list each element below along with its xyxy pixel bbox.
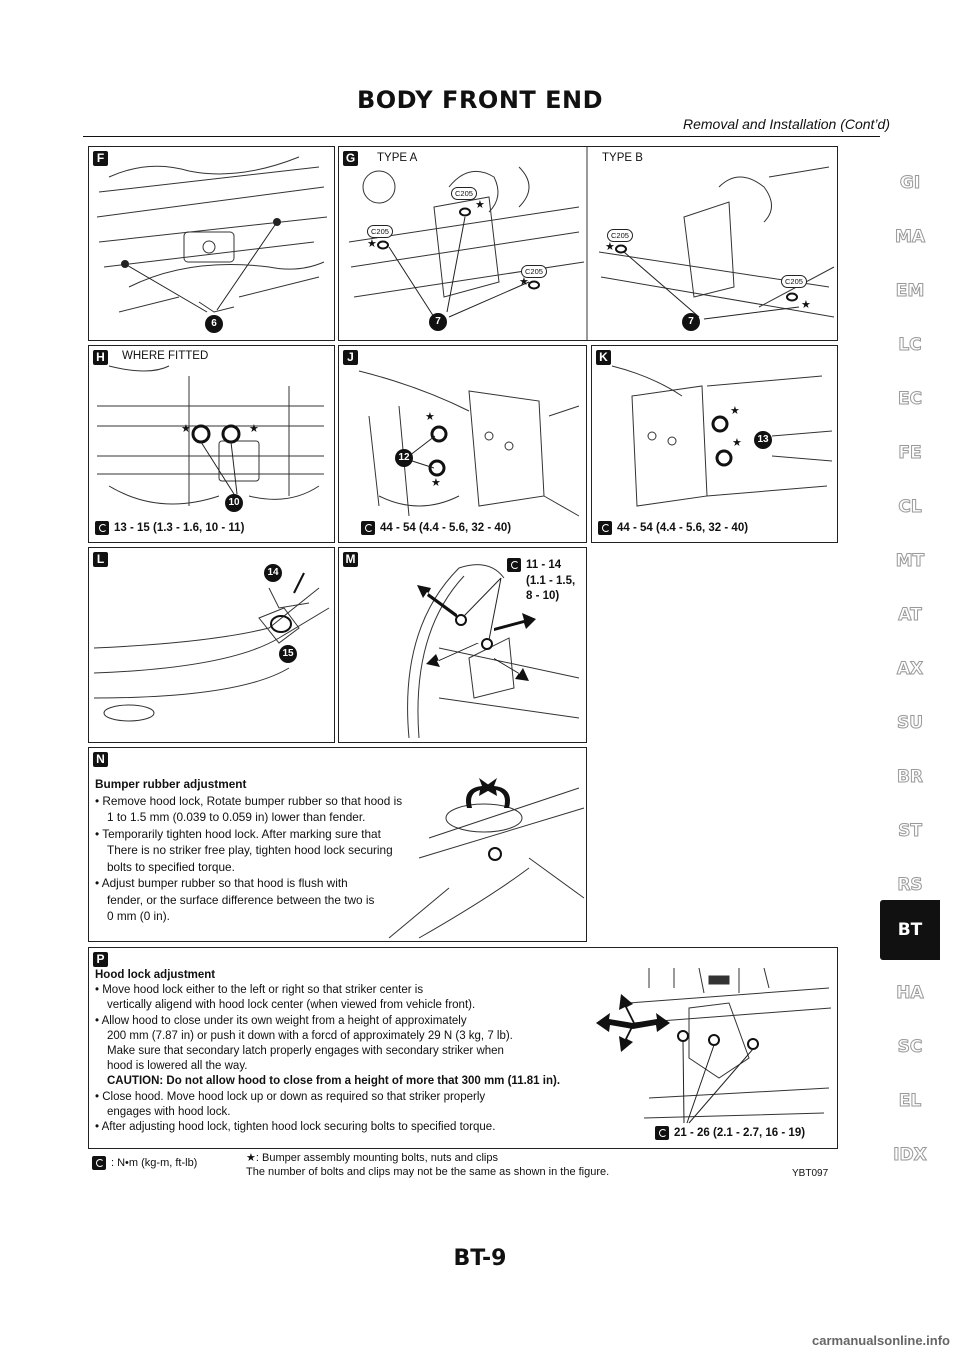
star-mark: ★: [605, 241, 615, 253]
instruction-line: 200 mm (7.87 in) or push it down with a forcd of approximately 29 N (3 kg, 7 lb).: [107, 1029, 513, 1042]
callout-7: 7: [682, 313, 700, 331]
panel-l-drawing: [89, 548, 335, 743]
instruction-line: engages with hood lock.: [107, 1105, 231, 1118]
where-fitted-label: WHERE FITTED: [122, 350, 209, 362]
instruction-line: 0 mm (0 in).: [107, 909, 170, 923]
page-subtitle: Removal and Installation (Cont’d): [683, 116, 890, 132]
page-title: BODY FRONT END: [356, 86, 604, 114]
caution-line: CAUTION: Do not allow hood to close from a height of more that 300 mm (11.81 in).: [107, 1075, 561, 1088]
instruction-line: hood is lowered all the way.: [107, 1060, 248, 1073]
star-note-2: The number of bolts and clips may not be the same as shown in the figure.: [246, 1166, 610, 1178]
instruction-line: • Allow hood to close under its own weight from a height of approximately: [95, 1014, 467, 1027]
panel-g-drawing: [339, 147, 838, 341]
star-mark: ★: [367, 238, 377, 250]
callout-14: 14: [264, 564, 282, 582]
panel-f: [88, 146, 335, 341]
torque-spec: 44 - 54 (4.4 - 5.6, 32 - 40): [361, 521, 511, 535]
panel-g-letter: G: [343, 151, 358, 166]
instruction-line: • Adjust bumper rubber so that hood is flush with: [95, 876, 348, 890]
instruction-line: • After adjusting hood lock, tighten hood lock securing bolts to specified torque.: [95, 1121, 496, 1134]
instruction-line: • Temporarily tighten hood lock. After marking sure that: [95, 826, 381, 841]
torque-wrench-icon: [95, 521, 109, 535]
panel-k-drawing: [592, 346, 838, 543]
instruction-line: There is no striker free play, tighten hood lock securing: [107, 843, 393, 857]
torque-spec: 44 - 54 (4.4 - 5.6, 32 - 40): [598, 521, 748, 535]
section-tab-cl[interactable]: CL: [898, 497, 922, 517]
section-tab-em[interactable]: EM: [895, 281, 925, 301]
section-tab-el[interactable]: EL: [898, 1091, 922, 1111]
star-note: : Bumper assembly mounting bolts, nuts and clips: [255, 1152, 498, 1164]
torque-spec: 21 - 26 (2.1 - 2.7, 16 - 19): [655, 1126, 805, 1140]
panel-m-letter: M: [343, 552, 358, 567]
section-tab-st[interactable]: ST: [898, 821, 922, 841]
torque-spec-ftlb: 8 - 10): [526, 590, 560, 602]
page-number: BT-9: [453, 1246, 507, 1271]
section-tab-br[interactable]: BR: [896, 767, 924, 787]
clip-label: C205: [367, 225, 393, 238]
instruction-line: bolts to specified torque.: [107, 859, 235, 874]
panel-m: [338, 547, 587, 743]
section-tab-gi[interactable]: GI: [899, 173, 921, 193]
panel-k-letter: K: [596, 350, 611, 365]
section-tab-sc[interactable]: SC: [897, 1037, 923, 1057]
instruction-title: Hood lock adjustment: [95, 969, 216, 981]
callout-15: 15: [279, 645, 297, 663]
panel-j-drawing: [339, 346, 587, 543]
clip-label: C205: [521, 265, 547, 278]
clip-label: C205: [607, 229, 633, 242]
units-legend: [92, 1156, 197, 1170]
instruction-title: Bumper rubber adjustment: [95, 777, 247, 791]
section-tab-ec[interactable]: EC: [897, 389, 923, 409]
units-text: : N•m (kg-m, ft-lb): [111, 1157, 198, 1169]
watermark[interactable]: carmanualsonline.info: [812, 1333, 950, 1348]
torque-wrench-icon: [92, 1156, 106, 1170]
panel-l: [88, 547, 335, 743]
star-mark: ★: [431, 477, 441, 489]
callout-6: 6: [205, 315, 223, 333]
panel-k: [591, 345, 838, 543]
panel-p-letter: P: [93, 952, 108, 967]
instruction-line: • Remove hood lock, Rotate bumper rubber so that hood is: [95, 793, 403, 808]
torque-wrench-icon: [507, 558, 521, 572]
star-mark: ★: [732, 437, 742, 449]
torque-spec-kgm: (1.1 - 1.5,: [526, 575, 576, 587]
star-mark: ★: [475, 199, 485, 211]
torque-wrench-icon: [598, 521, 612, 535]
hood-lock-instructions: [95, 968, 635, 1135]
panel-h-drawing: [89, 346, 335, 543]
callout-10: 10: [225, 494, 243, 512]
instruction-line: vertically aligend with hood lock center (when viewed from vehicle front).: [107, 999, 476, 1012]
panel-p: [88, 947, 838, 1149]
section-tab-ma[interactable]: MA: [894, 227, 926, 247]
instruction-line: fender, or the surface difference between the two is: [107, 892, 375, 907]
section-tab-idx[interactable]: IDX: [893, 1145, 927, 1165]
callout-12: 12: [395, 449, 413, 467]
torque-wrench-icon: [655, 1126, 669, 1140]
star-mark: ★: [249, 423, 259, 435]
section-tab-ax[interactable]: AX: [896, 659, 924, 679]
section-tab-mt[interactable]: MT: [895, 551, 925, 571]
instruction-line: • Close hood. Move hood lock up or down as required so that striker properly: [95, 1090, 486, 1103]
star-icon: ★: [246, 1152, 256, 1164]
torque-wrench-icon: [361, 521, 375, 535]
panel-g: [338, 146, 838, 341]
section-tab-bt[interactable]: BT: [880, 900, 940, 960]
instruction-line: • Move hood lock either to the left or right so that striker center is: [95, 984, 424, 997]
torque-spec: 11 - 14: [507, 558, 561, 572]
instruction-line: Make sure that secondary latch properly engages with secondary striker when: [107, 1045, 504, 1058]
section-tab-at[interactable]: AT: [898, 605, 922, 625]
callout-7: 7: [429, 313, 447, 331]
instruction-line: 1 to 1.5 mm (0.039 to 0.059 in) lower than fender.: [107, 810, 366, 824]
bumper-rubber-instructions: [95, 776, 435, 925]
panel-j: [338, 345, 587, 543]
panel-j-letter: J: [343, 350, 358, 365]
torque-spec: 13 - 15 (1.3 - 1.6, 10 - 11): [95, 521, 244, 535]
star-mark: ★: [519, 276, 529, 288]
section-tab-lc[interactable]: LC: [898, 335, 922, 355]
callout-13: 13: [754, 431, 772, 449]
figure-id: YBT097: [792, 1168, 829, 1179]
star-mark: ★: [181, 423, 191, 435]
section-tab-rs[interactable]: RS: [897, 875, 923, 895]
panel-h-letter: H: [93, 350, 108, 365]
panel-h: [88, 345, 335, 543]
clip-label: C205: [451, 187, 477, 200]
panel-l-letter: L: [93, 552, 108, 567]
section-tab-fe[interactable]: FE: [898, 443, 922, 463]
section-tab-su[interactable]: SU: [896, 713, 924, 733]
star-mark: ★: [801, 299, 811, 311]
header-rule: [83, 136, 880, 137]
section-tab-ha[interactable]: HA: [896, 983, 924, 1003]
panel-f-letter: F: [93, 151, 108, 166]
panel-n-letter: N: [93, 752, 108, 767]
star-mark: ★: [425, 411, 435, 423]
type-b-label: TYPE B: [602, 152, 643, 164]
clip-label: C205: [781, 275, 807, 288]
panel-n: [88, 747, 587, 942]
star-legend: [246, 1151, 609, 1179]
star-mark: ★: [730, 405, 740, 417]
type-a-label: TYPE A: [377, 152, 418, 164]
panel-f-drawing: [89, 147, 335, 341]
